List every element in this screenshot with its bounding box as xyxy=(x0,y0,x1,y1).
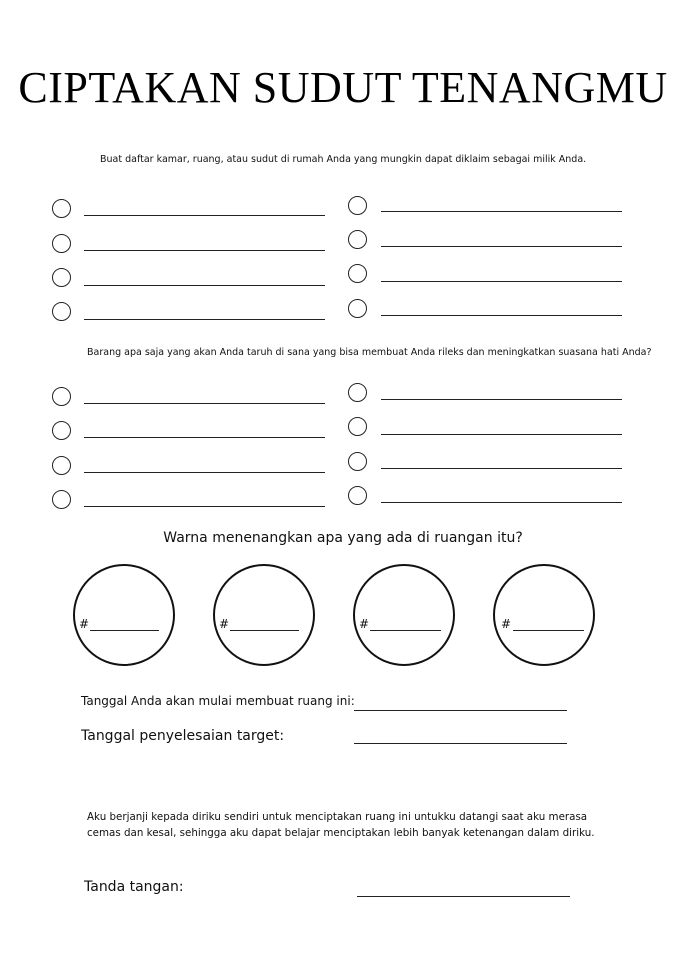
hash-prefix: # xyxy=(501,617,512,631)
text-entry-line[interactable] xyxy=(84,506,325,507)
start-date-field[interactable] xyxy=(354,710,567,711)
checkbox-circle[interactable] xyxy=(52,234,71,253)
checkbox-circle[interactable] xyxy=(348,417,367,436)
color-swatch-circle xyxy=(353,564,455,666)
color-code-field[interactable] xyxy=(370,630,441,631)
checkbox-circle[interactable] xyxy=(348,264,367,283)
section2-prompt: Barang apa saja yang akan Anda taruh di sana yang bisa membuat Anda rileks dan meningkatkan suasana hati Anda? xyxy=(87,347,652,358)
text-entry-line[interactable] xyxy=(381,502,622,503)
text-entry-line[interactable] xyxy=(84,472,325,473)
color-swatch-circle xyxy=(493,564,595,666)
color-code-field[interactable] xyxy=(513,630,584,631)
pledge-line-2: cemas dan kesal, sehingga aku dapat belajar menciptakan lebih banyak ketenangan dalam diriku. xyxy=(87,827,595,839)
hash-prefix: # xyxy=(79,617,90,631)
text-entry-line[interactable] xyxy=(381,281,622,282)
checkbox-circle[interactable] xyxy=(348,196,367,215)
checkbox-circle[interactable] xyxy=(348,299,367,318)
text-entry-line[interactable] xyxy=(381,211,622,212)
color-code-field[interactable] xyxy=(90,630,159,631)
text-entry-line[interactable] xyxy=(84,285,325,286)
checkbox-circle[interactable] xyxy=(348,452,367,471)
section1-prompt: Buat daftar kamar, ruang, atau sudut di rumah Anda yang mungkin dapat diklaim sebagai milik Anda. xyxy=(100,154,587,165)
color-swatch-circle xyxy=(73,564,175,666)
signature-field[interactable] xyxy=(357,896,570,897)
target-date-field[interactable] xyxy=(354,743,567,744)
text-entry-line[interactable] xyxy=(84,250,325,251)
checkbox-circle[interactable] xyxy=(52,387,71,406)
text-entry-line[interactable] xyxy=(381,246,622,247)
text-entry-line[interactable] xyxy=(381,434,622,435)
pledge-text xyxy=(87,809,595,841)
checkbox-circle[interactable] xyxy=(348,383,367,402)
start-date-label: Tanggal Anda akan mulai membuat ruang ini: xyxy=(81,694,355,708)
text-entry-line[interactable] xyxy=(381,399,622,400)
pledge-line-1: Aku berjanji kepada diriku sendiri untuk menciptakan ruang ini untukku datangi saat aku merasa xyxy=(87,811,588,823)
text-entry-line[interactable] xyxy=(84,319,325,320)
text-entry-line[interactable] xyxy=(84,437,325,438)
hash-prefix: # xyxy=(359,617,370,631)
checkbox-circle[interactable] xyxy=(52,421,71,440)
text-entry-line[interactable] xyxy=(381,315,622,316)
target-date-label: Tanggal penyelesaian target: xyxy=(81,728,285,744)
color-swatch-circle xyxy=(213,564,315,666)
colors-question: Warna menenangkan apa yang ada di ruangan itu? xyxy=(163,530,523,546)
text-entry-line[interactable] xyxy=(84,215,325,216)
text-entry-line[interactable] xyxy=(84,403,325,404)
checkbox-circle[interactable] xyxy=(348,486,367,505)
checkbox-circle[interactable] xyxy=(52,302,71,321)
signature-label: Tanda tangan: xyxy=(84,879,184,895)
checkbox-circle[interactable] xyxy=(52,199,71,218)
checkbox-circle[interactable] xyxy=(52,490,71,509)
text-entry-line[interactable] xyxy=(381,468,622,469)
color-code-field[interactable] xyxy=(230,630,299,631)
page-title: CIPTAKAN SUDUT TENANGMU xyxy=(18,63,668,112)
checkbox-circle[interactable] xyxy=(52,268,71,287)
checkbox-circle[interactable] xyxy=(52,456,71,475)
checkbox-circle[interactable] xyxy=(348,230,367,249)
hash-prefix: # xyxy=(219,617,230,631)
